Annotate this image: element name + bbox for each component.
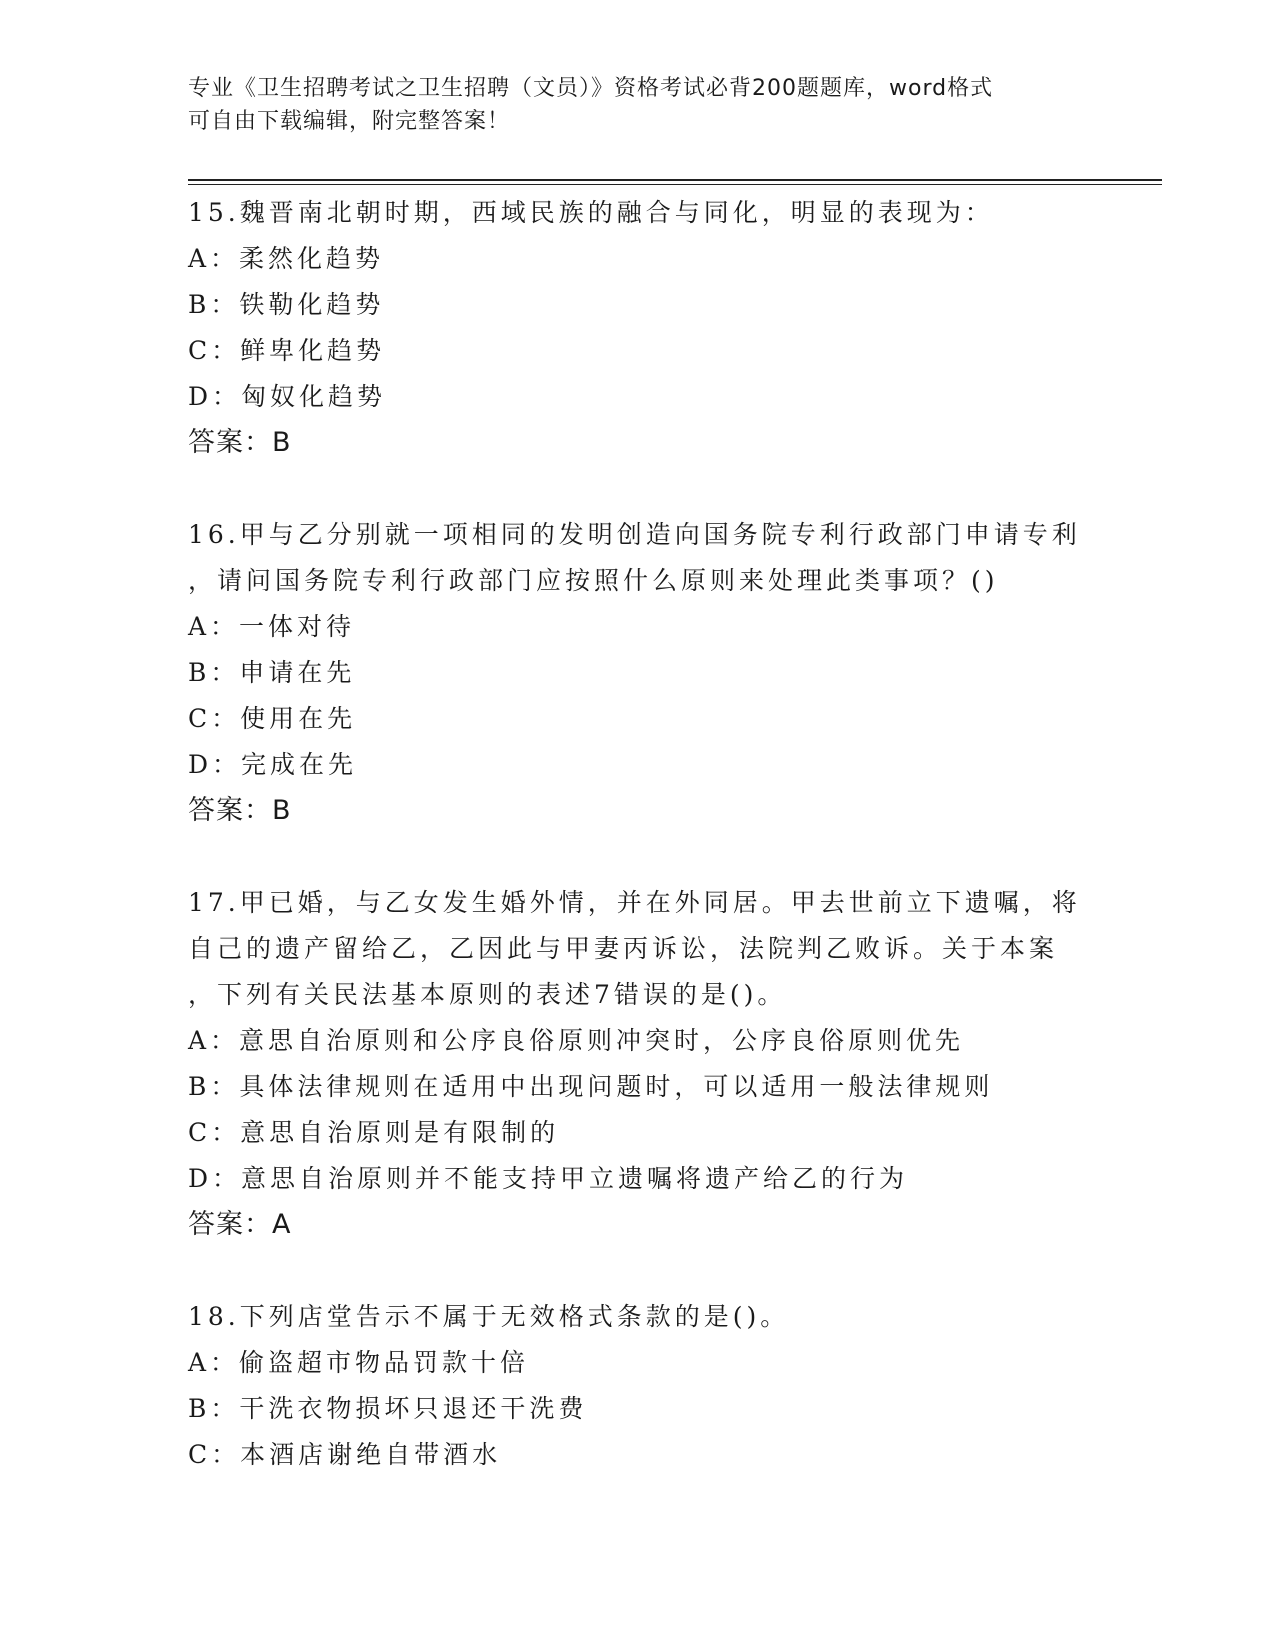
option-d: D：匈奴化趋势 (188, 382, 387, 411)
question-stem: 17.甲已婚，与乙女发生婚外情，并在外同居。甲去世前立下遗嘱，将 (188, 888, 1081, 917)
option-c: C：使用在先 (188, 704, 357, 733)
option-b: B：铁勒化趋势 (188, 290, 385, 319)
option-c: C：本酒店谢绝自带酒水 (188, 1440, 502, 1469)
answer-label: 答案：A (188, 1209, 292, 1240)
option-b: B：干洗衣物损坏只退还干洗费 (188, 1394, 588, 1423)
question-stem-continued: ，请问国务院专利行政部门应按照什么原则来处理此类事项？() (188, 566, 999, 595)
option-d: D：完成在先 (188, 750, 358, 779)
option-d: D：意思自治原则并不能支持甲立遗嘱将遗产给乙的行为 (188, 1164, 909, 1193)
document-header (188, 72, 1088, 138)
question-stem: 15.魏晋南北朝时期，西域民族的融合与同化，明显的表现为： (188, 198, 994, 227)
question-18 (188, 1294, 1088, 1478)
question-stem-continued: ，下列有关民法基本原则的表述7错误的是()。 (188, 980, 787, 1009)
option-c: C：鲜卑化趋势 (188, 336, 386, 365)
option-b: B：具体法律规则在适用中出现问题时，可以适用一般法律规则 (188, 1072, 994, 1101)
question-list (188, 190, 1088, 1478)
question-17 (188, 880, 1088, 1248)
question-stem: 16.甲与乙分别就一项相同的发明创造向国务院专利行政部门申请专利 (188, 520, 1081, 549)
question-stem-continued: 自己的遗产留给乙，乙因此与甲妻丙诉讼，法院判乙败诉。关于本案 (188, 934, 1059, 963)
question-15 (188, 190, 1088, 466)
answer-label: 答案：B (188, 427, 292, 458)
question-stem: 18.下列店堂告示不属于无效格式条款的是()。 (188, 1302, 790, 1331)
option-a: A：一体对待 (188, 612, 356, 641)
header-divider (188, 179, 1162, 181)
header-divider-thin (188, 184, 1162, 185)
option-a: A：柔然化趋势 (188, 244, 385, 273)
option-c: C：意思自治原则是有限制的 (188, 1118, 560, 1147)
option-a: A：意思自治原则和公序良俗原则冲突时，公序良俗原则优先 (188, 1026, 965, 1055)
option-b: B：申请在先 (188, 658, 356, 687)
answer-label: 答案：B (188, 795, 292, 826)
option-a: A：偷盗超市物品罚款十倍 (188, 1348, 530, 1377)
header-line-2: 可自由下载编辑，附完整答案！ (188, 109, 511, 134)
header-line-1: 专业《卫生招聘考试之卫生招聘（文员）》资格考试必背200题题库，word格式 (188, 76, 994, 101)
question-16 (188, 512, 1088, 834)
